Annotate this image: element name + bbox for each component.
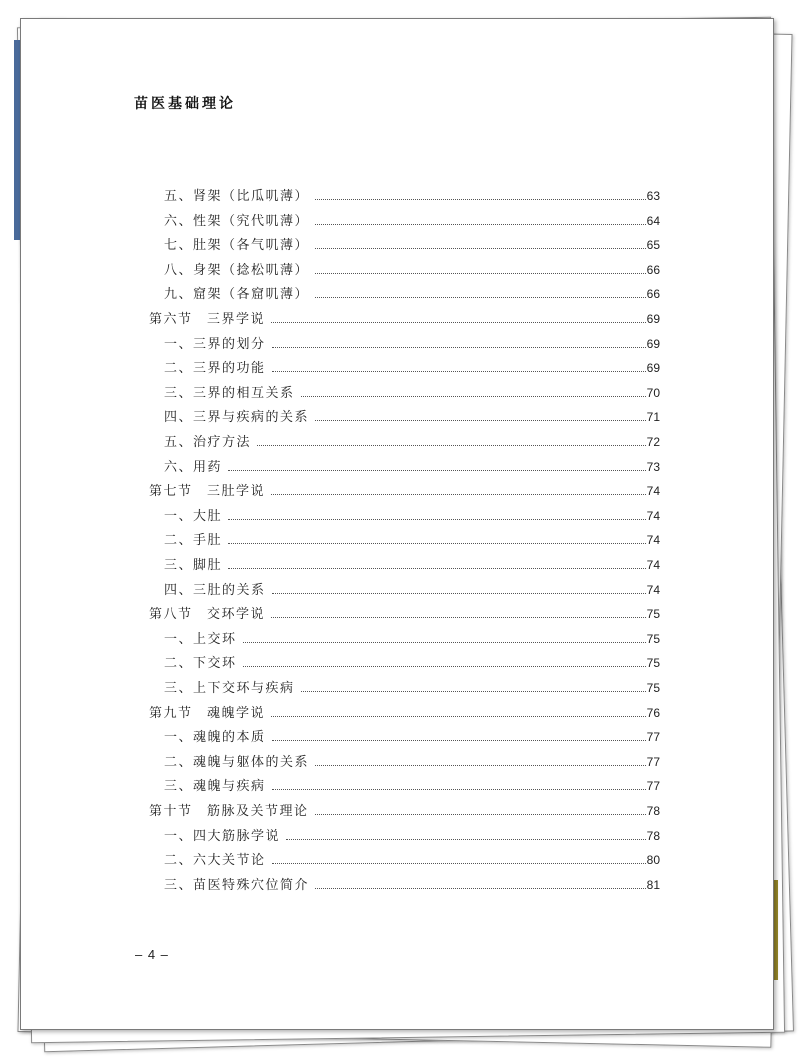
toc-entry-title: 四、三肚的关系 [164,582,266,598]
toc-entry-title: 六、用药 [164,459,223,475]
toc-entry-page: 74 [646,582,660,597]
toc-entry-page: 74 [646,508,660,523]
toc-entry-page: 80 [646,853,660,868]
toc-item [164,849,660,871]
toc-entry-title: 五、治疗方法 [164,435,252,450]
dot-leader [271,617,646,618]
toc-entry-title: 二、魂魄与躯体的关系 [164,754,310,770]
toc-entry-page: 71 [646,410,660,425]
document-page [20,18,774,1030]
toc-entry-page: 72 [646,435,660,449]
toc-entry-page: 81 [646,877,660,892]
toc-entry-title: 一、大肚 [164,508,223,524]
dot-leader [228,519,646,520]
dot-leader [272,593,646,594]
dot-leader [228,543,646,544]
toc-item [164,505,660,527]
toc-entry-page: 75 [646,631,660,646]
toc-item [164,628,660,650]
dot-leader [301,396,646,397]
toc-entry-title: 第六节 三界学说 [149,312,266,327]
dot-leader [271,494,646,495]
toc-entry-page: 64 [646,213,660,228]
toc-item [164,382,660,404]
toc-entry-title: 四、三界与疾病的关系 [164,410,310,426]
dot-leader [315,273,646,274]
toc-entry-page: 74 [646,558,660,572]
toc-entry-title: 第十节 筋脉及关节理论 [149,804,309,819]
toc-entry-title: 六、性架（究代叽薄） [164,213,310,229]
dot-leader [315,765,646,766]
toc-entry-page: 78 [646,828,660,843]
toc-entry-title: 第八节 交环学说 [149,607,266,623]
dot-leader [272,740,646,741]
toc-entry-page: 69 [646,336,660,351]
dot-leader [272,789,646,790]
toc-entry-page: 78 [646,804,660,818]
toc-item [164,726,660,748]
toc-item [164,185,660,207]
dot-leader [228,470,646,471]
toc-item [164,825,660,847]
toc-entry-title: 三、脚肚 [164,558,223,573]
toc-item [164,234,660,256]
toc-section-entry [149,480,660,502]
toc-item [164,579,660,601]
toc-item [164,333,660,355]
toc-entry-page: 65 [646,238,660,253]
dot-leader [272,371,646,372]
dot-leader [315,224,646,225]
toc-entry-title: 一、三界的划分 [164,336,266,352]
toc-entry-title: 一、魂魄的本质 [164,730,266,746]
toc-entry-page: 66 [646,287,660,302]
toc-entry-title: 七、肚架（各气叽薄） [164,238,310,254]
toc-entry-page: 73 [646,459,660,474]
toc-entry-page: 75 [646,656,660,671]
toc-entry-page: 76 [646,705,660,720]
toc-section-entry [149,702,660,724]
toc-entry-page: 77 [646,730,660,745]
toc-item [164,456,660,478]
toc-entry-page: 74 [646,533,660,548]
dot-leader [315,199,646,200]
toc-entry-page: 70 [646,385,660,400]
toc-item [164,431,660,453]
page-number: – 4 – [135,947,169,962]
dot-leader [272,863,646,864]
toc-entry-page: 75 [646,681,660,695]
dot-leader [271,716,646,717]
toc-item [164,283,660,305]
toc-section-entry [149,603,660,625]
dot-leader [243,666,646,667]
dot-leader [257,445,646,446]
dot-leader [271,322,646,323]
dot-leader [243,642,646,643]
toc-entry-title: 二、六大关节论 [164,853,266,869]
dot-leader [315,888,646,889]
toc-item [164,529,660,551]
toc-item [164,210,660,232]
running-header: 苗医基础理论 [134,96,236,112]
toc-item [164,259,660,281]
toc-entry-title: 八、身架（捻松叽薄） [164,262,310,278]
toc-entry-page: 77 [646,779,660,794]
toc-entry-page: 66 [646,262,660,277]
toc-entry-page: 75 [646,607,660,622]
dot-leader [315,814,646,815]
dot-leader [301,691,646,692]
toc-item [164,874,660,896]
toc-section-entry [149,800,660,822]
toc-entry-title: 第七节 三肚学说 [149,484,266,500]
toc-entry-title: 二、手肚 [164,533,223,549]
toc-item [164,406,660,428]
toc-entry-title: 一、上交环 [164,631,237,647]
toc-entry-page: 74 [646,484,660,499]
toc-entry-title: 第九节 魂魄学说 [149,705,266,721]
toc-entry-title: 三、三界的相互关系 [164,385,295,401]
toc-entry-page: 63 [646,189,660,203]
toc-entry-page: 77 [646,754,660,769]
dot-leader [315,297,646,298]
toc-entry-title: 一、四大筋脉学说 [164,828,281,844]
dot-leader [286,839,646,840]
toc-item [164,652,660,674]
toc-section-entry [149,308,660,330]
toc-item [164,775,660,797]
dot-leader [228,568,646,569]
dot-leader [315,420,646,421]
toc-entry-title: 三、上下交环与疾病 [164,681,295,696]
toc-entry-title: 三、苗医特殊穴位简介 [164,877,310,893]
dot-leader [315,248,646,249]
toc-item [164,357,660,379]
toc-entry-title: 二、下交环 [164,656,237,672]
toc-item [164,554,660,576]
toc-entry-page: 69 [646,361,660,376]
toc-entry-title: 三、魂魄与疾病 [164,779,266,795]
toc-entry-page: 69 [646,312,660,326]
toc-item [164,677,660,699]
toc-entry-title: 九、窟架（各窟叽薄） [164,287,310,303]
toc-entry-title: 五、肾架（比瓜叽薄） [164,189,310,204]
dot-leader [272,347,646,348]
toc-entry-title: 二、三界的功能 [164,361,266,377]
toc-item [164,751,660,773]
